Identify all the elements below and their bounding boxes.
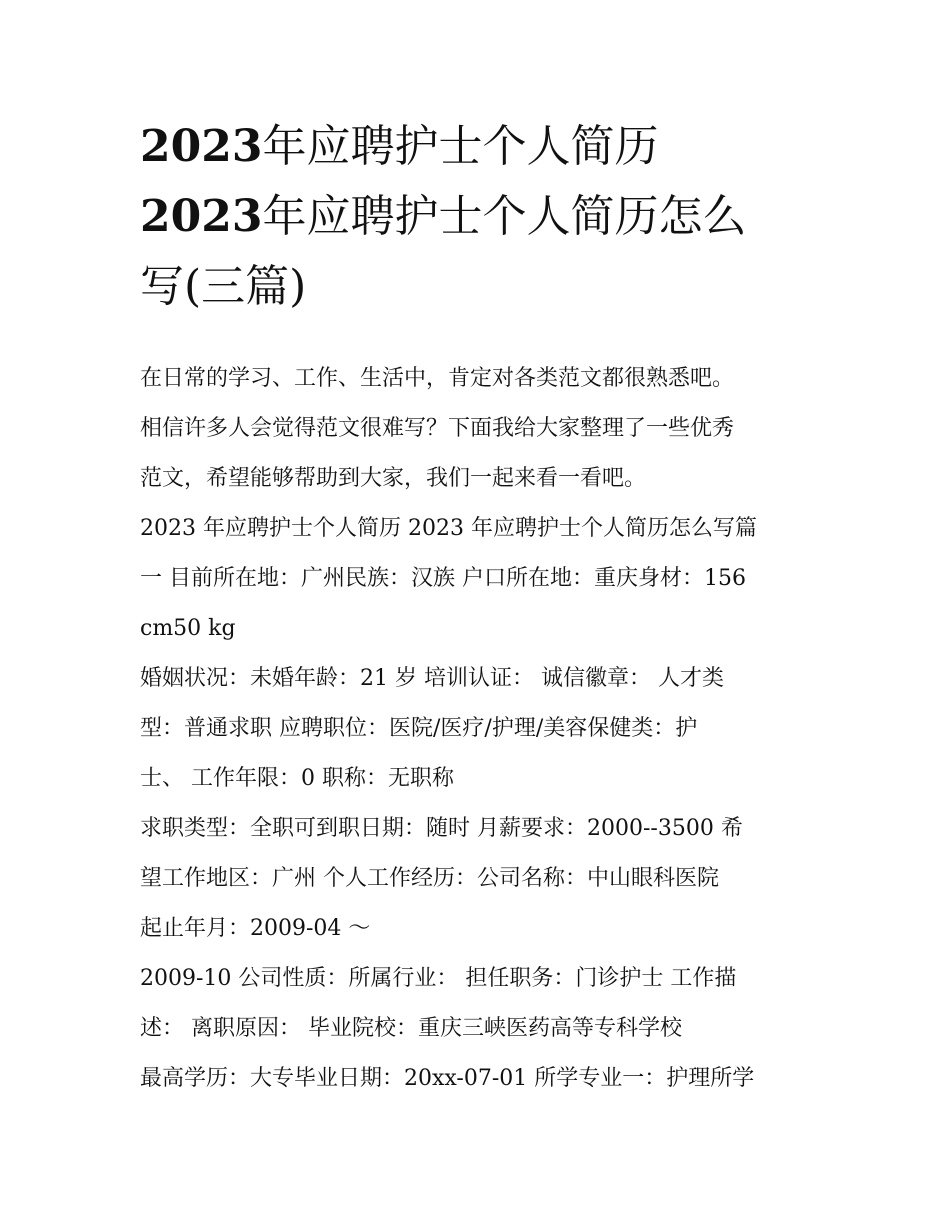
text-line: cm50 kg [140, 616, 236, 641]
text-line: 最高学历：大专毕业日期：20xx-07-01 所学专业一：护理所学 [140, 1066, 755, 1091]
job-intent-paragraph [140, 804, 820, 954]
title-line-3: 写(三篇) [140, 261, 307, 312]
text-line: 在日常的学习、工作、生活中，肯定对各类范文都很熟悉吧。 [140, 366, 735, 391]
text-line: 起止年月：2009-04 ～ [140, 916, 371, 941]
document-body [140, 354, 820, 1104]
text-line: 2023 年应聘护士个人简历 2023 年应聘护士个人简历怎么写篇 [140, 516, 757, 541]
text-line: 相信许多人会觉得范文很难写？下面我给大家整理了一些优秀 [140, 416, 735, 441]
text-line: 一 目前所在地：广州民族：汉族 户口所在地：重庆身材：156 [140, 566, 746, 591]
text-line: 婚姻状况：未婚年龄：21 岁 培训认证： 诚信徽章： 人才类 [140, 666, 724, 691]
text-line: 士、 工作年限：0 职称：无职称 [140, 766, 454, 791]
personal-info-paragraph [140, 654, 820, 804]
text-line: 2009-10 公司性质：所属行业： 担任职务：门诊护士 工作描 [140, 966, 737, 991]
text-line: 述： 离职原因： 毕业院校：重庆三峡医药高等专科学校 [140, 1016, 682, 1041]
text-line: 范文，希望能够帮助到大家，我们一起来看一看吧。 [140, 466, 647, 491]
resume-heading-paragraph [140, 504, 820, 654]
intro-paragraph [140, 354, 820, 504]
text-line: 求职类型：全职可到职日期：随时 月薪要求：2000--3500 希 [140, 816, 743, 841]
document-title [140, 112, 840, 322]
title-line-2: 2023年应聘护士个人简历怎么 [140, 191, 747, 242]
education-paragraph [140, 1054, 820, 1104]
work-experience-paragraph [140, 954, 820, 1054]
title-line-1: 2023年应聘护士个人简历 [140, 121, 659, 172]
text-line: 型：普通求职 应聘职位：医院/医疗/护理/美容保健类：护 [140, 716, 698, 741]
text-line: 望工作地区：广州 个人工作经历：公司名称：中山眼科医院 [140, 866, 719, 891]
